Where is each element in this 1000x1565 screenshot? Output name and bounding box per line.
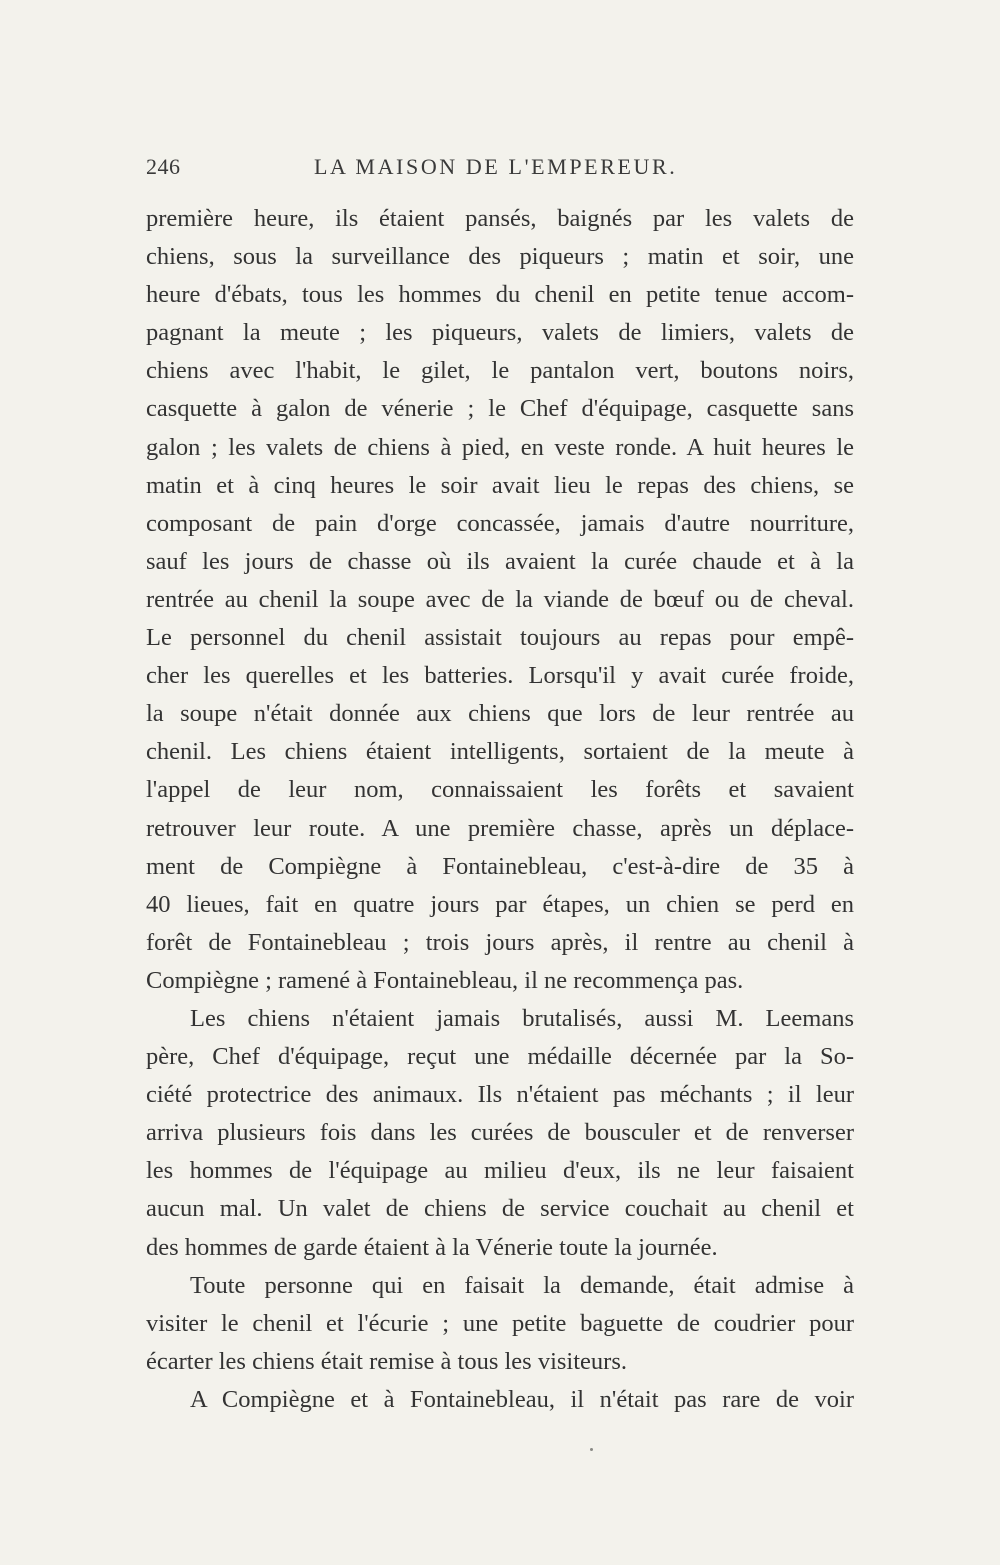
text-line: ment de Compiègne à Fontainebleau, c'est-à-dire de 35 à (146, 852, 854, 880)
text-line: chiens avec l'habit, le gilet, le pantalon vert, boutons noirs, (146, 357, 854, 385)
text-line: l'appel de leur nom, connaissaient les forêts et savaient (146, 776, 854, 804)
text-line: forêt de Fontainebleau ; trois jours après, il rentre au chenil à (146, 928, 854, 956)
paragraph (146, 200, 854, 1000)
text-line: galon ; les valets de chiens à pied, en veste ronde. A huit heures le (146, 433, 854, 461)
text-line: Compiègne ; ramené à Fontainebleau, il ne recommença pas. (146, 966, 744, 994)
text-line: Les chiens n'étaient jamais brutalisés, aussi M. Leemans (190, 1004, 854, 1032)
text-line: ciété protectrice des animaux. Ils n'étaient pas méchants ; il leur (146, 1081, 854, 1109)
text-line: aucun mal. Un valet de chiens de service couchait au chenil et (146, 1195, 854, 1223)
text-line: chenil. Les chiens étaient intelligents, sortaient de la meute à (146, 738, 854, 766)
text-line: visiter le chenil et l'écurie ; une petite baguette de coudrier pour (146, 1309, 854, 1337)
text-line: la soupe n'était donnée aux chiens que lors de leur rentrée au (146, 700, 854, 728)
body-text (146, 200, 854, 1419)
text-line: les hommes de l'équipage au milieu d'eux, ils ne leur faisaient (146, 1157, 854, 1185)
text-line: sauf les jours de chasse où ils avaient la curée chaude et à la (146, 547, 854, 575)
text-line: écarter les chiens était remise à tous les visiteurs. (146, 1347, 627, 1375)
text-line: rentrée au chenil la soupe avec de la viande de bœuf ou de cheval. (146, 585, 854, 613)
text-line: des hommes de garde étaient à la Vénerie toute la journée. (146, 1233, 718, 1261)
text-line: père, Chef d'équipage, reçut une médaille décernée par la So- (146, 1043, 854, 1071)
text-line: composant de pain d'orge concassée, jamais d'autre nourriture, (146, 509, 854, 537)
running-head (146, 154, 854, 188)
paragraph (146, 1267, 854, 1381)
text-line: première heure, ils étaient pansés, baignés par les valets de (146, 205, 854, 232)
text-line: Le personnel du chenil assistait toujours au repas pour empê- (146, 624, 854, 652)
text-line: retrouver leur route. A une première chasse, après un déplace- (146, 814, 854, 842)
text-line: arriva plusieurs fois dans les curées de bousculer et de renverser (146, 1119, 854, 1147)
running-title: LA MAISON DE L'EMPEREUR. (314, 154, 678, 179)
text-line: casquette à galon de vénerie ; le Chef d'équipage, casquette sans (146, 395, 854, 423)
text-line: pagnant la meute ; les piqueurs, valets de limiers, valets de (146, 319, 854, 347)
page-number: 246 (146, 154, 181, 179)
text-line: cher les querelles et les batteries. Lorsqu'il y avait curée froide, (146, 662, 854, 690)
paragraph (146, 1381, 854, 1419)
text-line: heure d'ébats, tous les hommes du chenil en petite tenue accom- (146, 281, 854, 309)
text-line: 40 lieues, fait en quatre jours par étapes, un chien se perd en (146, 890, 854, 918)
text-line: Toute personne qui en faisait la demande, était admise à (190, 1271, 854, 1299)
text-line: chiens, sous la surveillance des piqueurs ; matin et soir, une (146, 243, 854, 271)
text-line: matin et à cinq heures le soir avait lieu le repas des chiens, se (146, 471, 854, 499)
text-line: A Compiègne et à Fontainebleau, il n'était pas rare de voir (190, 1385, 854, 1413)
paper-speck (590, 1448, 593, 1451)
paragraph (146, 1000, 854, 1267)
